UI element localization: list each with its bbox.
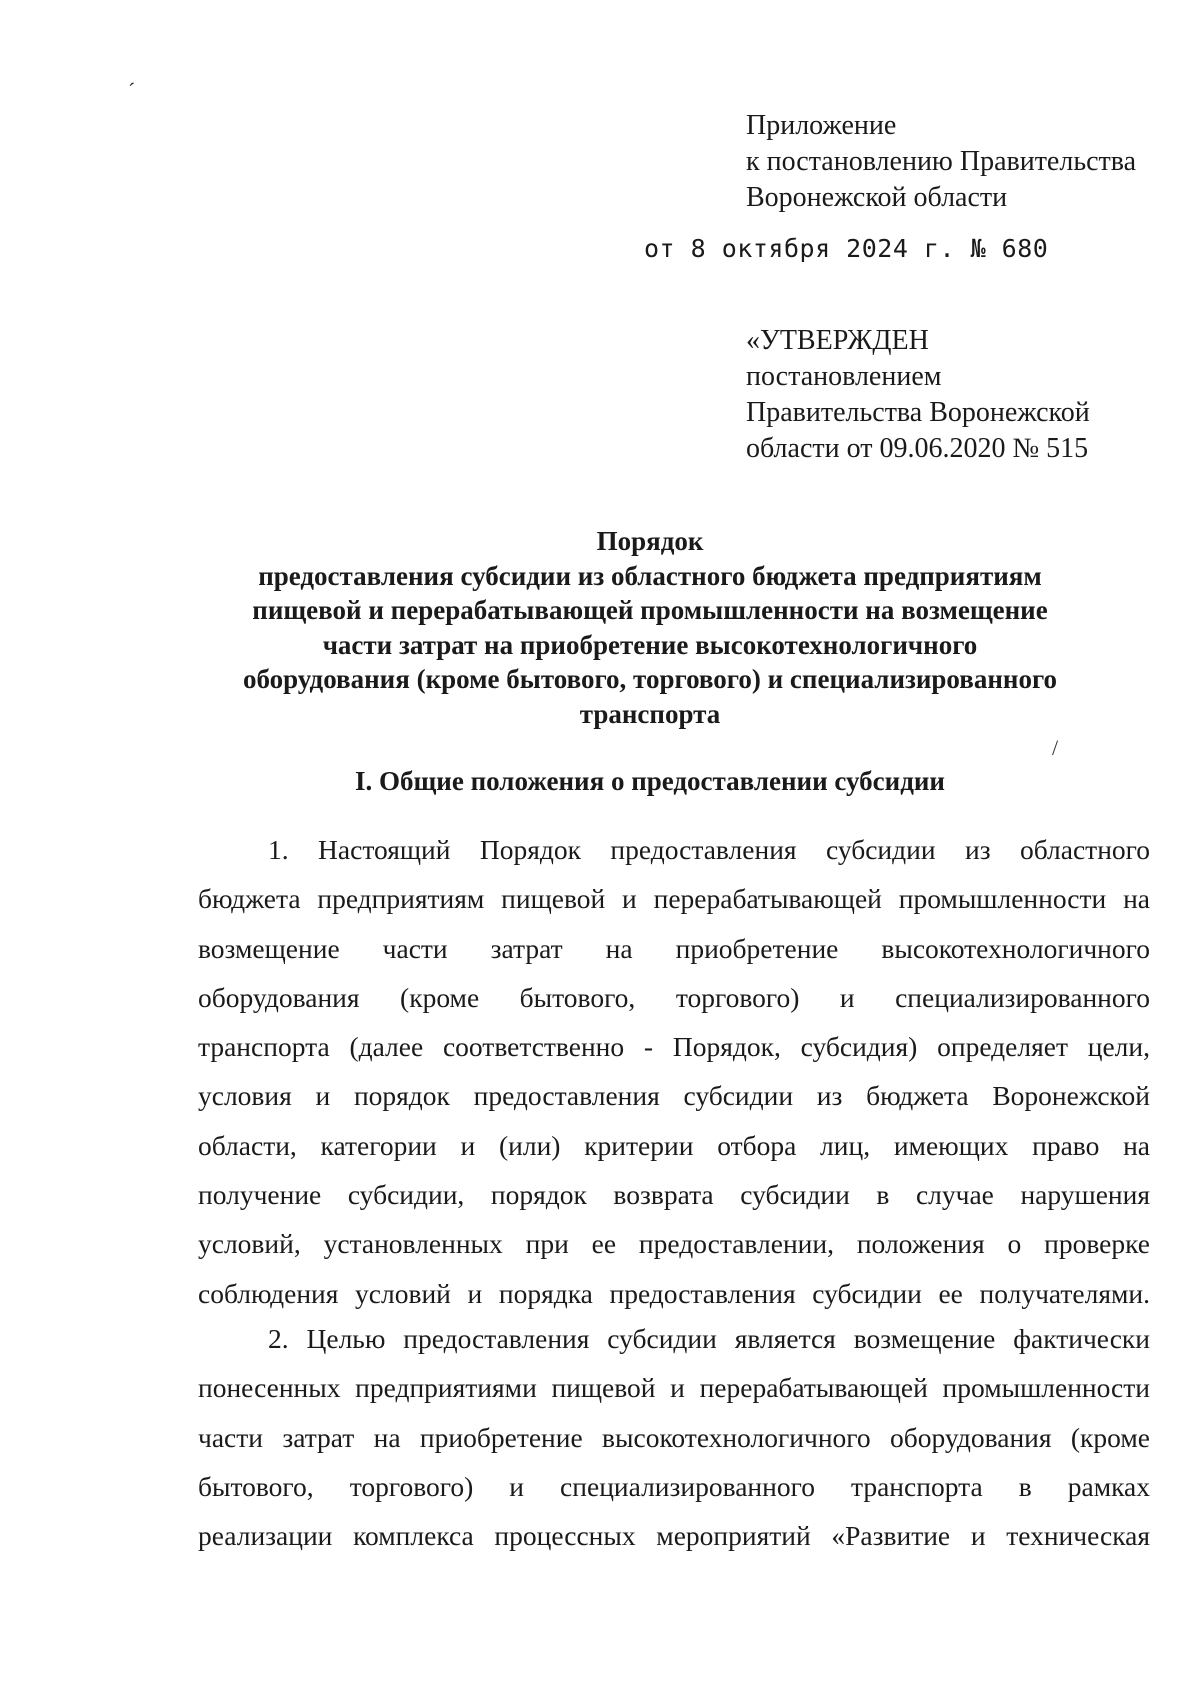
paragraph-line: условия и порядок предоставления субсидии из бюджета Воронежской (198, 1080, 1150, 1112)
resolution-date-number: от 8 октября 2024 г. № 680 (644, 234, 1049, 263)
title-line: предоставления субсидии из областного бюджета предприятиям (258, 560, 1042, 591)
paragraph-line: получение субсидии, порядок возврата субсидии в случае нарушения (198, 1179, 1150, 1211)
paragraph-line: 1. Настоящий Порядок предоставления субсидии из областного (268, 834, 1150, 865)
paragraph-line: транспорта (далее соответственно - Порядок, субсидия) определяет цели, (198, 1031, 1150, 1063)
approval-stamp-text (746, 323, 1090, 467)
approval-line: постановлением (746, 361, 942, 392)
paragraph-line: оборудования (кроме бытового, торгового) и специализированного (198, 981, 1150, 1013)
paragraph-1 (198, 825, 1150, 1318)
appendix-header (746, 108, 1136, 216)
paragraph-line: понесенных предприятиями пищевой и перерабатывающей промышленности (198, 1372, 1150, 1404)
approval-line: Правительства Воронежской (746, 397, 1090, 428)
appendix-line: Воронежской области (746, 182, 1008, 213)
document-title (150, 524, 1150, 731)
appendix-line: к постановлению Правительства (746, 146, 1137, 177)
stray-pen-mark: ˊ (128, 78, 136, 103)
approval-line: «УТВЕРЖДЕН (746, 325, 929, 356)
title-line: транспорта (579, 698, 721, 729)
appendix-line: Приложение (746, 110, 897, 141)
paragraph-line: реализации комплекса процессных мероприятий «Развитие и техническая (198, 1520, 1150, 1552)
paragraph-line: части затрат на приобретение высокотехнологичного оборудования (кроме (198, 1421, 1150, 1453)
paragraph-line: условий, установленных при ее предоставлении, положения о проверке (198, 1228, 1150, 1260)
paragraph-line: бытового, торгового) и специализированного транспорта в рамках (198, 1470, 1150, 1502)
paragraph-line: возмещение части затрат на приобретение высокотехнологичного (198, 932, 1150, 964)
stray-pen-mark: / (1052, 735, 1059, 760)
title-line: части затрат на приобретение высокотехнологичного (322, 629, 978, 660)
section-heading: I. Общие положения о предоставлении субсидии (355, 766, 945, 796)
paragraph-2 (198, 1314, 1150, 1560)
paragraph-line: бюджета предприятиям пищевой и перерабатывающей промышленности на (198, 883, 1150, 915)
paragraph-line: 2. Целью предоставления субсидии является возмещение фактически (268, 1323, 1150, 1354)
title-line: оборудования (кроме бытового, торгового) и специализированного (242, 664, 1058, 694)
paragraph-line: области, категории и (или) критерии отбора лиц, имеющих право на (198, 1129, 1150, 1161)
title-line: пищевой и перерабатывающей промышленности на возмещение (252, 595, 1048, 625)
approval-line: области от 09.06.2020 № 515 (746, 433, 1089, 464)
paragraph-line: соблюдения условий и порядка предоставления субсидии ее получателями. (198, 1277, 1150, 1309)
title-line: Порядок (596, 526, 704, 556)
